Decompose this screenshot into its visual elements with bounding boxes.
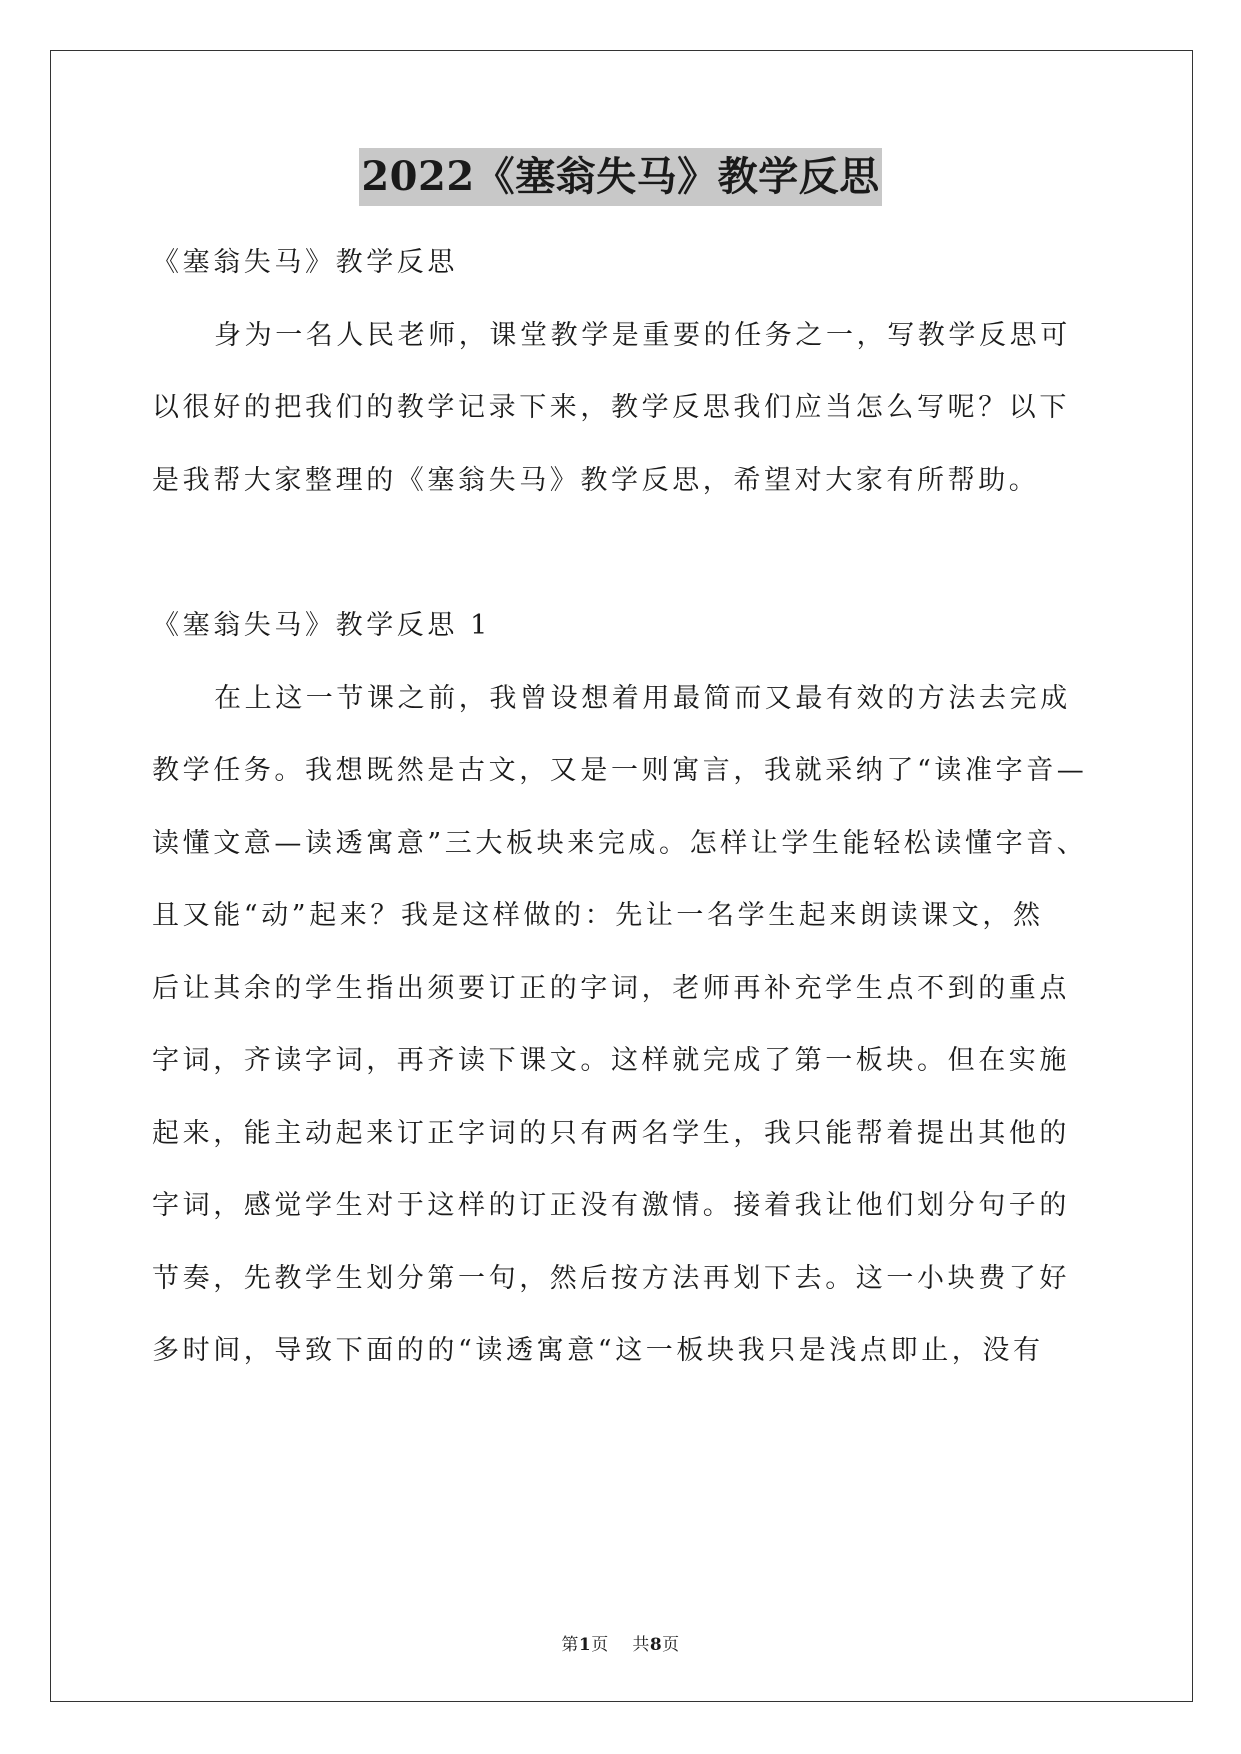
- page-border: [50, 50, 1193, 1702]
- intro-line: 以很好的把我们的教学记录下来，教学反思我们应当怎么写呢？以下: [152, 392, 1070, 423]
- total-prefix: 共: [632, 1635, 650, 1655]
- intro-line: 是我帮大家整理的《塞翁失马》教学反思，希望对大家有所帮助。: [152, 465, 1040, 496]
- page-footer: [0, 1630, 1241, 1655]
- paragraph-line: 多时间，导致下面的的“读透寓意“这一板块我只是浅点即止，没有: [152, 1335, 1044, 1366]
- total-suffix: 页: [662, 1635, 680, 1655]
- page-prefix: 第: [561, 1635, 579, 1655]
- intro-line: 身为一名人民老师，课堂教学是重要的任务之一，写教学反思可: [214, 320, 1071, 351]
- total-pages: 8: [649, 1635, 663, 1655]
- paragraph-line: 在上这一节课之前，我曾设想着用最简而又最有效的方法去完成: [214, 683, 1071, 714]
- paragraph-line: 后让其余的学生指出须要订正的字词，老师再补充学生点不到的重点: [152, 973, 1070, 1004]
- document-title: 2022《塞翁失马》教学反思: [359, 148, 881, 206]
- paragraph-line: 教学任务。我想既然是古文，又是一则寓言，我就采纳了“读准字音—: [152, 755, 1088, 786]
- title-container: [0, 148, 1241, 206]
- paragraph-line: 读懂文意—读透寓意”三大板块来完成。怎样让学生能轻松读懂字音、: [152, 828, 1088, 859]
- paragraph-line: 且又能“动”起来？我是这样做的：先让一名学生起来朗读课文，然: [152, 900, 1044, 931]
- page-suffix: 页: [591, 1635, 609, 1655]
- paragraph-line: 字词，感觉学生对于这样的订正没有激情。接着我让他们划分句子的: [152, 1190, 1070, 1221]
- subtitle: 《塞翁失马》教学反思: [152, 247, 458, 278]
- page-number: 1: [578, 1635, 592, 1655]
- section-heading: 《塞翁失马》教学反思 1: [152, 610, 491, 641]
- paragraph-line: 节奏，先教学生划分第一句，然后按方法再划下去。这一小块费了好: [152, 1263, 1070, 1294]
- paragraph-line: 字词，齐读字词，再齐读下课文。这样就完成了第一板块。但在实施: [152, 1045, 1070, 1076]
- paragraph-line: 起来，能主动起来订正字词的只有两名学生，我只能帮着提出其他的: [152, 1118, 1070, 1149]
